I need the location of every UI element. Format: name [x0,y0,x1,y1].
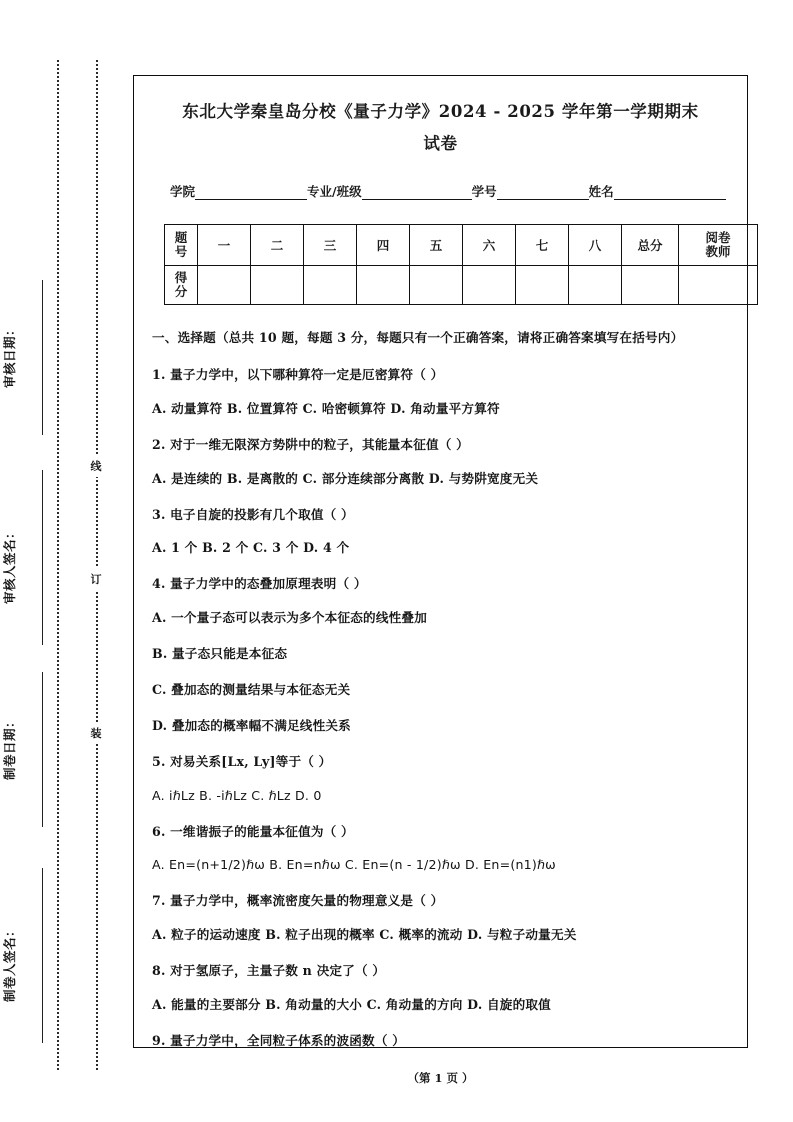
seal-mark-pack: 装 [89,722,103,744]
seal-mark-line: 线 [89,455,103,477]
seal-mark-bind: 订 [89,568,103,590]
college-blank[interactable] [195,186,307,200]
question-6-stem: 6. 一维谐振子的能量本征值为（ ） [152,823,354,839]
exam-paper-frame [133,75,748,1048]
question-4-option-b: B. 量子态只能是本征态 [152,646,288,662]
question-2-stem: 2. 对于一维无限深方势阱中的粒子，其能量本征值（ ） [152,436,469,452]
score-cell-total[interactable] [622,266,679,305]
section-one-intro: 一、选择题（总共 10 题，每题 3 分，每题只有一个正确答案，请将正确答案填写在括号内） [152,330,684,346]
column-header-5: 五 [410,225,463,266]
question-2-options: A. 是连续的 B. 是离散的 C. 部分连续部分离散 D. 与势阱宽度无关 [152,470,539,486]
question-4-option-d: D. 叠加态的概率幅不满足线性关系 [152,717,351,733]
column-header-2: 二 [251,225,304,266]
question-4-option-a: A. 一个量子态可以表示为多个本征态的线性叠加 [152,610,428,626]
student-id-blank[interactable] [497,186,589,200]
title-line-2: 试卷 [423,134,458,154]
question-6-options: A. En=(n+1/2)ℏω B. En=nℏω C. En=(n - 1/2)ℏω D. En=(n1)ℏω [152,857,556,873]
question-4-stem: 4. 量子力学中的态叠加原理表明（ ） [152,576,367,592]
margin-label-prepare-date: 制卷日期： [2,714,17,780]
score-cell-1[interactable] [198,266,251,305]
question-8-options: A. 能量的主要部分 B. 角动量的大小 C. 角动量的方向 D. 自旋的取值 [152,997,551,1013]
title-line-1: 东北大学秦皇岛分校《量子力学》2024 - 2025 学年第一学期期末 [182,102,699,121]
score-cell-3[interactable] [304,266,357,305]
page-title [154,96,727,160]
column-header-total: 总分 [622,225,679,266]
table-row-scores [165,266,758,305]
score-cell-6[interactable] [463,266,516,305]
score-cell-4[interactable] [357,266,410,305]
question-3-stem: 3. 电子自旋的投影有几个取值（ ） [152,506,354,522]
score-cell-7[interactable] [516,266,569,305]
margin-label-preparer-signature: 制卷人签名： [2,923,17,1002]
college-field[interactable] [170,182,307,200]
question-1-options: A. 动量算符 B. 位置算符 C. 哈密顿算符 D. 角动量平方算符 [152,400,500,416]
question-1-stem: 1. 量子力学中，以下哪种算符一定是厄密算符（ ） [152,367,444,382]
student-id-label: 学号 [471,184,497,200]
margin-rule-3 [42,672,43,827]
marker-label-line1: 阅卷 [705,230,731,246]
question-9-stem: 9. 量子力学中，全同粒子体系的波函数（ ） [152,1032,406,1048]
margin-rule-1 [42,280,43,435]
name-blank[interactable] [614,186,726,200]
student-info-row [170,182,723,200]
column-header-marker [679,225,758,266]
column-header-4: 四 [357,225,410,266]
name-label: 姓名 [588,184,614,200]
column-header-6: 六 [463,225,516,266]
row-header-score-char1: 得 [174,270,188,286]
question-5-stem: 5. 对易关系[Lx, Ly]等于（ ） [152,753,332,769]
marker-label-line2: 教师 [705,244,731,260]
question-4-option-c: C. 叠加态的测量结果与本征态无关 [152,682,351,698]
dotted-line-inner [96,60,98,1070]
margin-label-reviewer-signature: 审核人签名： [2,525,17,604]
row-header-score [165,266,198,305]
name-field[interactable] [589,182,726,200]
left-margin-strip [0,0,133,1122]
question-5-options: A. iℏLz B. -iℏLz C. ℏLz D. 0 [152,787,322,803]
margin-rule-2 [42,470,43,645]
score-cell-2[interactable] [251,266,304,305]
margin-label-review-date: 审核日期： [2,322,17,388]
column-header-3: 三 [304,225,357,266]
dotted-line-outer [57,60,59,1070]
question-3-options: A. 1 个 B. 2 个 C. 3 个 D. 4 个 [152,540,350,556]
question-7-stem: 7. 量子力学中，概率流密度矢量的物理意义是（ ） [152,893,444,909]
major-label: 专业/班级 [307,184,362,200]
score-cell-5[interactable] [410,266,463,305]
table-row-question-numbers [165,225,758,266]
row-header-question-char1: 题 [174,230,188,246]
row-header-score-char2: 分 [174,284,188,300]
major-blank[interactable] [362,186,472,200]
question-7-options: A. 粒子的运动速度 B. 粒子出现的概率 C. 概率的流动 D. 与粒子动量无关 [152,927,577,943]
score-cell-8[interactable] [569,266,622,305]
column-header-1: 一 [198,225,251,266]
score-cell-marker[interactable] [679,266,758,305]
college-label: 学院 [170,184,196,200]
student-id-field[interactable] [472,182,589,200]
margin-rule-4 [42,868,43,1043]
column-header-8: 八 [569,225,622,266]
score-table [164,224,758,305]
page-footer: （第 1 页 ） [407,1071,474,1085]
column-header-7: 七 [516,225,569,266]
question-section-one [152,327,729,1050]
question-8-stem: 8. 对于氢原子，主量子数 n 决定了（ ） [152,963,386,979]
row-header-question-char2: 号 [174,244,188,260]
row-header-question [165,225,198,266]
major-field[interactable] [307,182,472,200]
